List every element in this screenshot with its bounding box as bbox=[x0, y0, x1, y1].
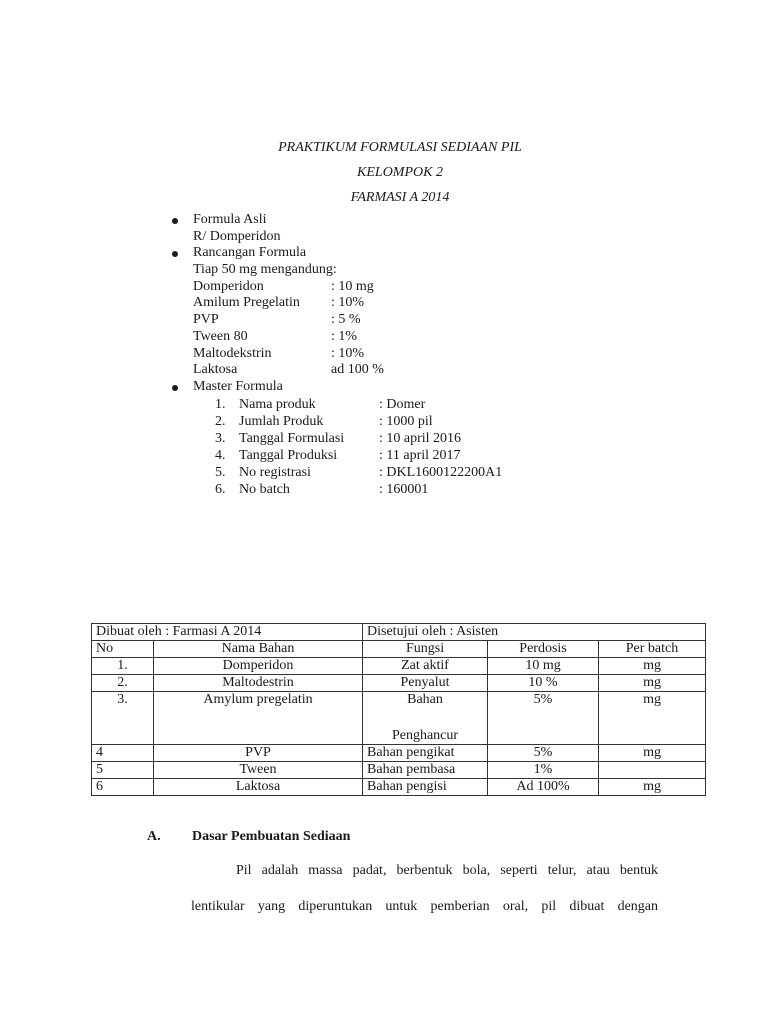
bullet-icon bbox=[172, 385, 178, 391]
rancangan-heading: Rancangan Formula bbox=[193, 245, 307, 261]
master-item: 3. Tanggal Formulasi : 10 april 2016 bbox=[215, 430, 462, 446]
table-header: Perdosis bbox=[488, 641, 599, 658]
bullet-list bbox=[172, 212, 592, 498]
table-row bbox=[92, 762, 706, 779]
paragraph-line-2: lentikular yang diperuntukan untuk pemberian oral, pil dibuat dengan bbox=[191, 899, 658, 914]
bullet-formula-asli bbox=[172, 212, 592, 245]
cell-fungsi: Penyalut bbox=[363, 675, 488, 692]
bullet-master bbox=[172, 379, 592, 498]
master-item: 1. Nama produk : Domer bbox=[215, 396, 426, 412]
bullet-icon bbox=[172, 218, 178, 224]
section-letter: A. bbox=[147, 829, 161, 844]
table-header: Fungsi bbox=[363, 641, 488, 658]
cell-batch bbox=[599, 762, 706, 779]
cell-fungsi: Bahan pengikat bbox=[363, 745, 488, 762]
cell-no: 6 bbox=[92, 779, 154, 796]
rancangan-item: PVP : 5 % bbox=[193, 312, 361, 328]
cell-batch: mg bbox=[599, 692, 706, 745]
cell-perdosis: Ad 100% bbox=[488, 779, 599, 796]
cell-no: 1. bbox=[92, 658, 154, 675]
cell-bahan: Maltodestrin bbox=[154, 675, 363, 692]
cell-batch: mg bbox=[599, 675, 706, 692]
cell-bahan: Tween bbox=[154, 762, 363, 779]
rancangan-item: Tween 80 : 1% bbox=[193, 328, 358, 344]
cell-no: 5 bbox=[92, 762, 154, 779]
cell-bahan: Laktosa bbox=[154, 779, 363, 796]
bullet-icon bbox=[172, 251, 178, 257]
cell-batch: mg bbox=[599, 745, 706, 762]
paragraph-line-1: Pil adalah massa padat, berbentuk bola, seperti telur, atau bentuk bbox=[236, 863, 658, 878]
rancangan-item: Amilum Pregelatin : 10% bbox=[193, 295, 365, 311]
master-item: 6. No batch : 160001 bbox=[215, 481, 429, 497]
master-item: 5. No registrasi : DKL1600122200A1 bbox=[215, 464, 503, 480]
cell-perdosis: 5% bbox=[488, 692, 599, 745]
cell-bahan: Domperidon bbox=[154, 658, 363, 675]
rancangan-item: Laktosa ad 100 % bbox=[193, 362, 384, 378]
cell-perdosis: 5% bbox=[488, 745, 599, 762]
table-header-row bbox=[92, 641, 706, 658]
table-meta-row bbox=[92, 624, 706, 641]
cell-batch: mg bbox=[599, 779, 706, 796]
cell-no: 4 bbox=[92, 745, 154, 762]
cell-batch: mg bbox=[599, 658, 706, 675]
cell-no: 2. bbox=[92, 675, 154, 692]
rancangan-item: Domperidon : 10 mg bbox=[193, 278, 374, 294]
bullet-rancangan bbox=[172, 245, 592, 379]
cell-perdosis: 10 mg bbox=[488, 658, 599, 675]
approved-by-cell: Disetujui oleh : Asisten bbox=[363, 624, 706, 641]
doc-group: KELOMPOK 2 bbox=[357, 165, 443, 180]
cell-fungsi: Bahan pembasa bbox=[363, 762, 488, 779]
section-title: Dasar Pembuatan Sediaan bbox=[192, 829, 351, 844]
doc-title: PRAKTIKUM FORMULASI SEDIAAN PIL bbox=[278, 140, 522, 155]
formula-table bbox=[91, 623, 706, 796]
rancangan-item: Maltodekstrin : 10% bbox=[193, 345, 365, 361]
cell-perdosis: 1% bbox=[488, 762, 599, 779]
table-header: Per batch bbox=[599, 641, 706, 658]
formula-asli-heading: Formula Asli bbox=[193, 212, 267, 227]
cell-fungsi bbox=[363, 692, 488, 745]
table-header: No bbox=[92, 641, 154, 658]
master-item: 2. Jumlah Produk : 1000 pil bbox=[215, 413, 433, 429]
master-item: 4. Tanggal Produksi : 11 april 2017 bbox=[215, 447, 461, 463]
cell-no: 3. bbox=[92, 692, 154, 745]
doc-class: FARMASI A 2014 bbox=[350, 190, 450, 205]
table-row bbox=[92, 658, 706, 675]
master-heading: Master Formula bbox=[193, 378, 283, 394]
rancangan-intro: Tiap 50 mg mengandung: bbox=[193, 262, 337, 278]
cell-perdosis: 10 % bbox=[488, 675, 599, 692]
table-header: Nama Bahan bbox=[154, 641, 363, 658]
cell-fungsi: Bahan pengisi bbox=[363, 779, 488, 796]
cell-fungsi-line1: Bahan bbox=[407, 692, 443, 707]
master-list bbox=[193, 396, 592, 498]
formula-asli-content: R/ Domperidon bbox=[193, 228, 281, 244]
table-row bbox=[92, 745, 706, 762]
table-row bbox=[92, 675, 706, 692]
table-row bbox=[92, 692, 706, 745]
table-row bbox=[92, 779, 706, 796]
cell-bahan: Amylum pregelatin bbox=[154, 692, 363, 745]
made-by-cell: Dibuat oleh : Farmasi A 2014 bbox=[92, 624, 363, 641]
cell-bahan: PVP bbox=[154, 745, 363, 762]
section-heading bbox=[147, 829, 350, 845]
cell-fungsi-line2: Penghancur bbox=[391, 728, 459, 743]
cell-fungsi: Zat aktif bbox=[363, 658, 488, 675]
